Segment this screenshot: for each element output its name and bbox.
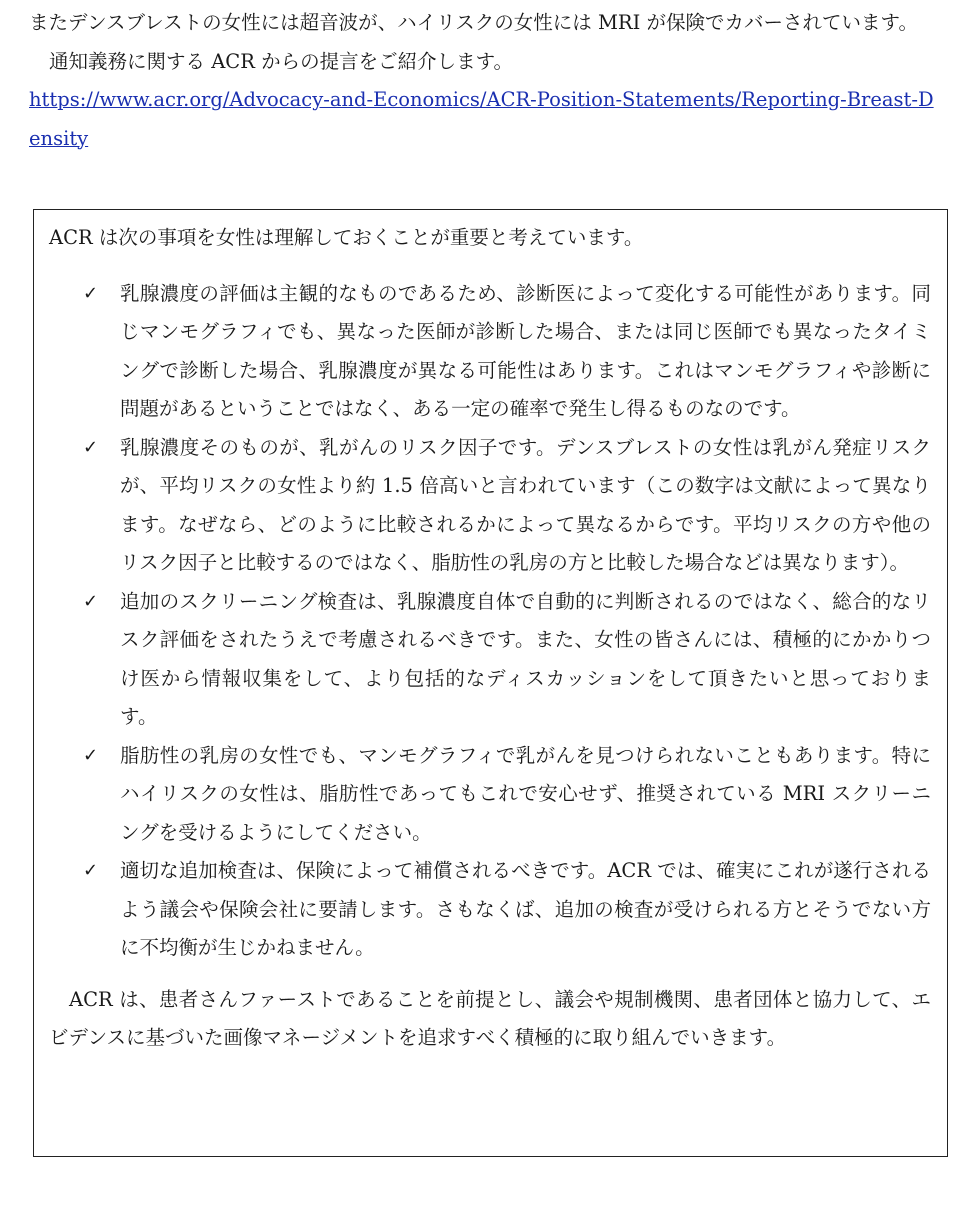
intro-section xyxy=(29,4,939,158)
list-item-text: 追加のスクリーニング検査は、乳腺濃度自体で自動的に判断されるのではなく、総合的なリスク評価をされたうえで考慮されるべきです。また、女性の皆さんには、積極的にかかりつけ医から情報収集をして、より包括的なディスカッションをして頂きたいと思っております。 xyxy=(120,589,931,728)
list-item xyxy=(83,737,931,853)
checkmark-icon: ✓ xyxy=(83,860,99,881)
box-lead-text: ACR は次の事項を女性は理解しておくことが重要と考えています。 xyxy=(49,226,644,249)
list-item-text: 乳腺濃度の評価は主観的なものであるため、診断医によって変化する可能性があります。同じマンモグラフィでも、異なった医師が診断した場合、または同じ医師でも異なったタイミングで診断した場合、乳腺濃度が異なる可能性はあります。これはマンモグラフィや診断に問題があるということではなく、ある一定の確率で発生し得るものなのです。 xyxy=(120,281,931,420)
checkmark-icon: ✓ xyxy=(83,436,99,458)
acr-recommendations-box xyxy=(33,209,948,1157)
box-closing-text: ACR は、患者さんファーストであることを前提とし、議会や規制機関、患者団体と協力して、エビデンスに基づいた画像マネージメントを追求すべく積極的に取り組んでいきます。 xyxy=(49,987,931,1049)
checkmark-icon: ✓ xyxy=(83,282,99,304)
intro-paragraph-acr: 通知義務に関する ACR からの提言をご紹介します。 xyxy=(49,49,514,73)
checkmark-icon: ✓ xyxy=(83,744,99,766)
list-item-text: 脂肪性の乳房の女性でも、マンモグラフィで乳がんを見つけられないこともあります。特にハイリスクの女性は、脂肪性であってもこれで安心せず、推奨されている MRI スクリーニングを受けるようにしてください。 xyxy=(120,743,931,844)
list-item xyxy=(83,583,931,737)
list-item-text: 適切な追加検査は、保険によって補償されるべきです。ACR では、確実にこれが遂行されるよう議会や保険会社に要請します。さもなくば、追加の検査が受けられる方とそうでない方に不均衡が生じかねません。 xyxy=(120,859,931,959)
list-item-text: 乳腺濃度そのものが、乳がんのリスク因子です。デンスブレストの女性は乳がん発症リスクが、平均リスクの女性より約 1.5 倍高いと言われています（この数字は文献によって異なります。なぜなら、どのように比較されるかによって異なるからです。平均リスクの方や他のリスク因子と比較するのではなく、脂肪性の乳房の方と比較した場合などは異なります）。 xyxy=(120,435,931,574)
recommendation-checklist xyxy=(49,275,931,968)
list-item xyxy=(83,852,931,968)
acr-position-statement-link[interactable]: https://www.acr.org/Advocacy-and-Economics/ACR-Position-Statements/Reporting-Breast-Density xyxy=(29,88,934,150)
checkmark-icon: ✓ xyxy=(83,590,99,612)
list-item xyxy=(83,429,931,583)
intro-paragraph-insurance: またデンスブレストの女性には超音波が、ハイリスクの女性には MRI が保険でカバーされています。 xyxy=(29,11,918,34)
list-item xyxy=(83,275,931,429)
